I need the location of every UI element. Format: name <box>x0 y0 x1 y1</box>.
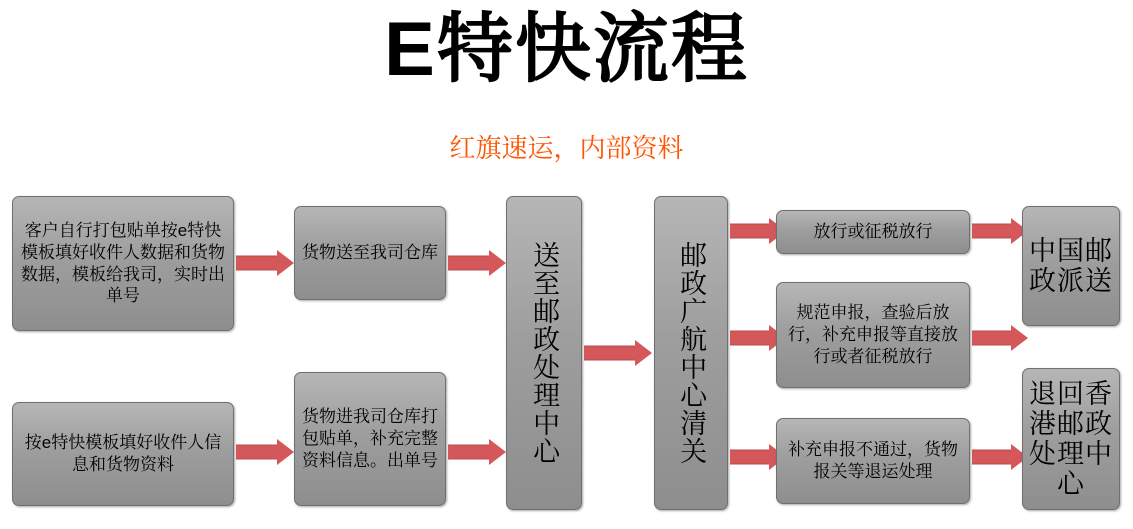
node-release-or-tax[interactable]: 放行或征税放行 <box>776 210 970 254</box>
page-subtitle: 红旗速运，内部资料 <box>449 133 684 163</box>
node-postal-processing-center[interactable]: 送至邮政处理中心 <box>506 196 582 510</box>
node-china-post-delivery[interactable]: 中国邮政派送 <box>1022 206 1120 326</box>
node-declaration-rejected[interactable]: 补充申报不通过，货物报关等退运处理 <box>776 418 970 504</box>
node-warehouse-packing[interactable]: 货物进我司仓库打包贴单，补充完整资料信息。出单号 <box>294 372 446 506</box>
page-title: E特快流程 <box>384 7 749 92</box>
node-customs-clearance[interactable]: 邮政广航中心清关 <box>654 196 728 510</box>
node-customer-packing[interactable]: 客户自行打包贴单按e特快模板填好收件人数据和货物数据，模板给我司，实时出单号 <box>12 196 234 331</box>
node-standard-declaration[interactable]: 规范申报，查验后放行，补充申报等直接放行或者征税放行 <box>776 282 970 388</box>
node-fill-template-info[interactable]: 按e特快模板填好收件人信息和货物资料 <box>12 402 234 506</box>
node-return-hongkong-post[interactable]: 退回香港邮政处理中心 <box>1022 368 1120 510</box>
node-goods-to-warehouse[interactable]: 货物送至我司仓库 <box>294 206 446 300</box>
